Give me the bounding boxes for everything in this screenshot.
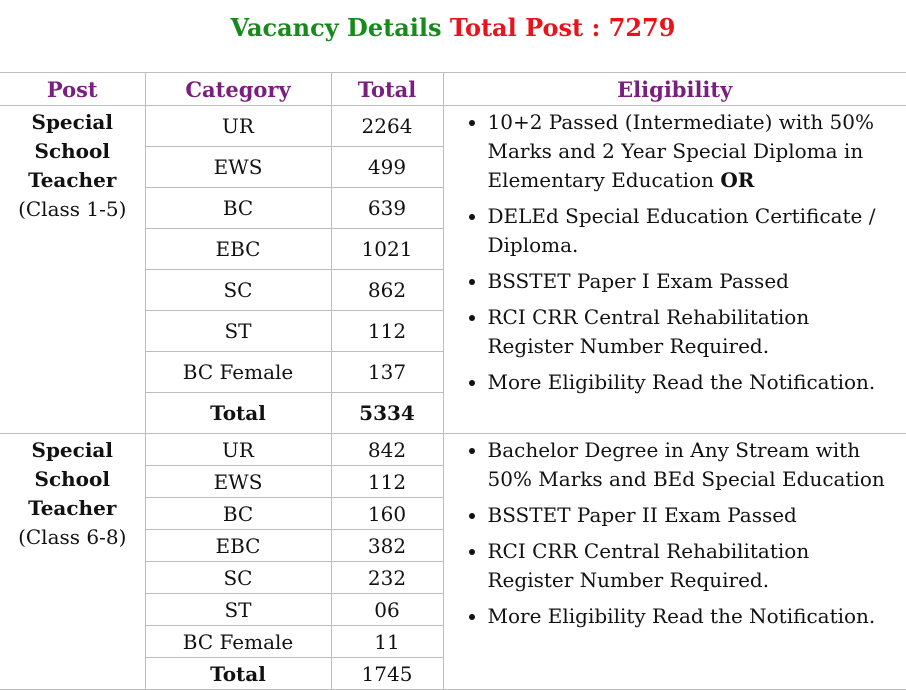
category-cell: EBC (145, 229, 331, 270)
header-category: Category (145, 73, 331, 106)
post-cell-class-1-5 (0, 106, 145, 434)
vacancy-table (0, 72, 906, 690)
category-cell: BC (145, 498, 331, 530)
eligibility-item: • RCI CRR Central Rehabilitation Register Number Required. (488, 537, 901, 595)
category-total-label: Total (145, 393, 331, 434)
header-post: Post (0, 73, 145, 106)
header-total: Total (331, 73, 443, 106)
category-cell: EWS (145, 466, 331, 498)
post-line: Special (31, 110, 113, 134)
post-line: School (34, 139, 110, 163)
total-cell: 842 (331, 434, 443, 466)
eligibility-item: • More Eligibility Read the Notification. (488, 368, 901, 397)
total-cell: 06 (331, 594, 443, 626)
post-line: School (34, 467, 110, 491)
total-cell: 499 (331, 147, 443, 188)
total-sum-cell: 1745 (331, 658, 443, 690)
category-cell: BC Female (145, 626, 331, 658)
total-cell: 160 (331, 498, 443, 530)
total-cell: 137 (331, 352, 443, 393)
eligibility-item: • More Eligibility Read the Notification. (488, 602, 901, 631)
post-line: Teacher (28, 168, 117, 192)
category-total-label: Total (145, 658, 331, 690)
table-header-row (0, 73, 906, 106)
table-row (0, 434, 906, 466)
category-cell: ST (145, 311, 331, 352)
eligibility-item: • BSSTET Paper I Exam Passed (488, 267, 901, 296)
category-cell: BC Female (145, 352, 331, 393)
eligibility-item: • BSSTET Paper II Exam Passed (488, 501, 901, 530)
page-title (0, 8, 906, 48)
total-cell: 112 (331, 466, 443, 498)
total-cell: 232 (331, 562, 443, 594)
category-cell: SC (145, 270, 331, 311)
total-cell: 11 (331, 626, 443, 658)
total-cell: 862 (331, 270, 443, 311)
category-cell: EBC (145, 530, 331, 562)
category-cell: SC (145, 562, 331, 594)
category-cell: BC (145, 188, 331, 229)
post-class: (Class 6-8) (18, 525, 127, 549)
post-line: Special (31, 438, 113, 462)
eligibility-item: • Bachelor Degree in Any Stream with 50% Marks and BEd Special Education (488, 436, 901, 494)
post-class: (Class 1-5) (18, 197, 127, 221)
eligibility-item: • DELEd Special Education Certificate / Diploma. (488, 202, 901, 260)
category-cell: ST (145, 594, 331, 626)
total-cell: 1021 (331, 229, 443, 270)
total-cell: 639 (331, 188, 443, 229)
eligibility-cell-class-1-5 (443, 106, 906, 434)
eligibility-item: • RCI CRR Central Rehabilitation Register Number Required. (488, 303, 901, 361)
post-cell-class-6-8 (0, 434, 145, 690)
header-eligibility: Eligibility (443, 73, 906, 106)
category-cell: UR (145, 106, 331, 147)
category-cell: EWS (145, 147, 331, 188)
eligibility-cell-class-6-8 (443, 434, 906, 690)
title-vacancy-details: Vacancy Details (230, 13, 442, 42)
table-row (0, 106, 906, 147)
total-cell: 112 (331, 311, 443, 352)
post-line: Teacher (28, 496, 117, 520)
category-cell: UR (145, 434, 331, 466)
total-cell: 2264 (331, 106, 443, 147)
total-cell: 382 (331, 530, 443, 562)
eligibility-item: • 10+2 Passed (Intermediate) with 50% Marks and 2 Year Special Diploma in Elementary Education OR (488, 108, 901, 195)
total-sum-cell: 5334 (331, 393, 443, 434)
title-total-post: Total Post : 7279 (449, 13, 676, 42)
